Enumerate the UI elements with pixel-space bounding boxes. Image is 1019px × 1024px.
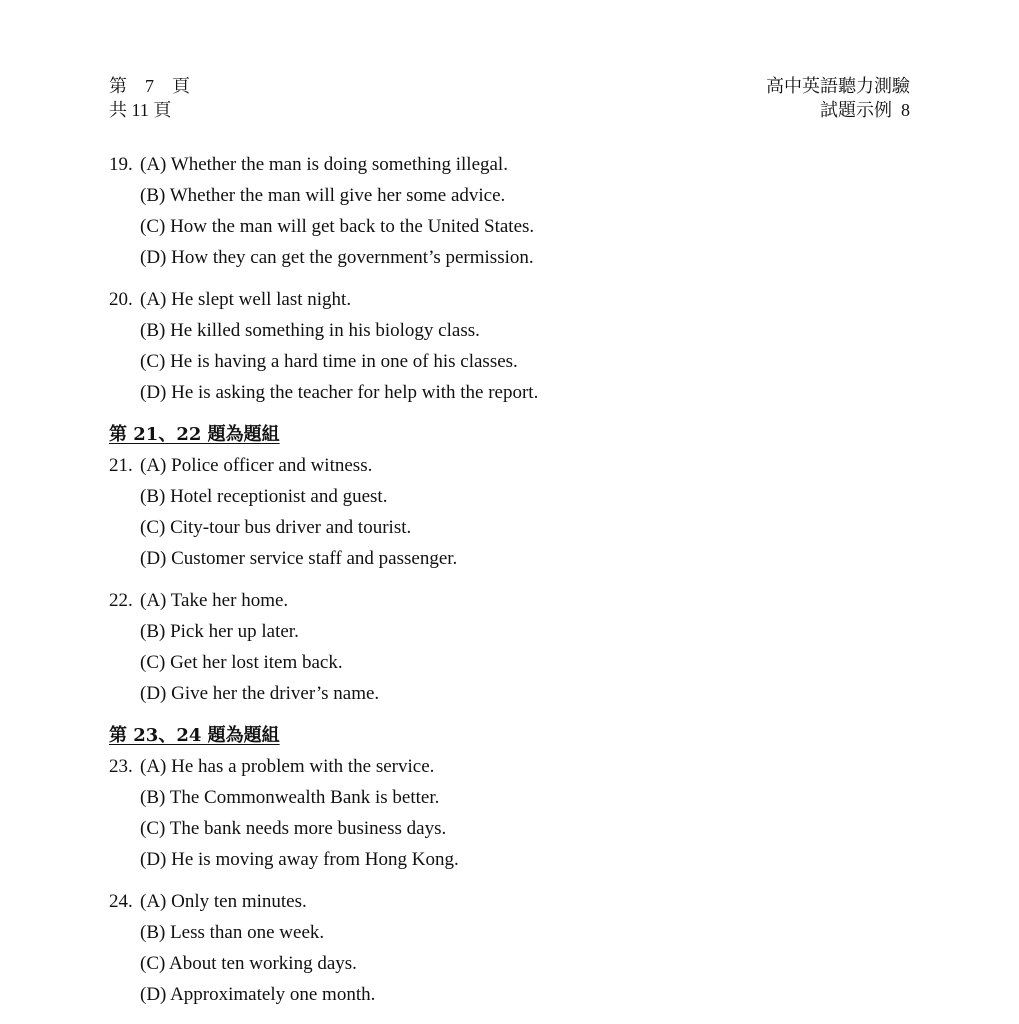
question-number: 20.	[109, 289, 133, 310]
answer-option: (B) Hotel receptionist and guest.	[140, 486, 388, 507]
question-first-line	[109, 152, 909, 183]
question-item	[109, 453, 909, 577]
question-number: 19.	[109, 154, 133, 175]
question-item	[109, 152, 909, 276]
answer-option: (D) How they can get the government’s permission.	[140, 247, 534, 268]
answer-option: (B) Whether the man will give her some advice.	[140, 185, 506, 206]
question-group-heading: 第 23、24 題為題組	[109, 725, 280, 746]
question-group-block	[109, 422, 909, 453]
answer-option: (D) He is moving away from Hong Kong.	[140, 849, 459, 870]
question-item	[109, 754, 909, 878]
answer-option: (C) City-tour bus driver and tourist.	[140, 517, 412, 538]
question-first-line	[109, 287, 909, 318]
answer-option: (B) He killed something in his biology class.	[140, 320, 480, 341]
question-group-heading: 第 21、22 題為題組	[109, 424, 280, 445]
answer-option: (B) The Commonwealth Bank is better.	[140, 787, 440, 808]
answer-option: (C) How the man will get back to the United States.	[140, 216, 535, 237]
question-first-line	[109, 889, 909, 920]
answer-option: (B) Less than one week.	[140, 922, 325, 943]
page-number-header	[109, 74, 190, 122]
question-list	[109, 152, 909, 1024]
answer-option: (A) Whether the man is doing something illegal.	[140, 154, 508, 175]
answer-option: (D) He is asking the teacher for help with the report.	[140, 382, 539, 403]
sample-label: 試題示例 8	[820, 100, 910, 120]
question-number: 22.	[109, 590, 133, 611]
question-item	[109, 588, 909, 712]
answer-option: (A) Take her home.	[140, 590, 289, 611]
question-item	[109, 889, 909, 1013]
question-number: 21.	[109, 455, 133, 476]
answer-option: (D) Approximately one month.	[140, 984, 376, 1005]
answer-option: (C) About ten working days.	[140, 953, 357, 974]
answer-option: (D) Customer service staff and passenger.	[140, 548, 458, 569]
question-item	[109, 287, 909, 411]
answer-option: (A) He slept well last night.	[140, 289, 352, 310]
answer-option: (A) Only ten minutes.	[140, 891, 307, 912]
answer-option: (A) Police officer and witness.	[140, 455, 373, 476]
question-first-line	[109, 453, 909, 484]
question-first-line	[109, 754, 909, 785]
answer-option: (C) He is having a hard time in one of his classes.	[140, 351, 518, 372]
answer-option: (D) Give her the driver’s name.	[140, 683, 380, 704]
question-number: 23.	[109, 756, 133, 777]
answer-option: (C) Get her lost item back.	[140, 652, 343, 673]
answer-option: (A) He has a problem with the service.	[140, 756, 435, 777]
question-group-block	[109, 723, 909, 754]
page-number: 第 7 頁	[109, 76, 190, 96]
question-number: 24.	[109, 891, 133, 912]
answer-option: (C) The bank needs more business days.	[140, 818, 447, 839]
exam-title: 高中英語聽力測驗	[766, 76, 910, 96]
answer-option: (B) Pick her up later.	[140, 621, 299, 642]
total-pages: 共 11 頁	[109, 100, 172, 120]
question-first-line	[109, 588, 909, 619]
exam-title-header	[766, 74, 910, 122]
